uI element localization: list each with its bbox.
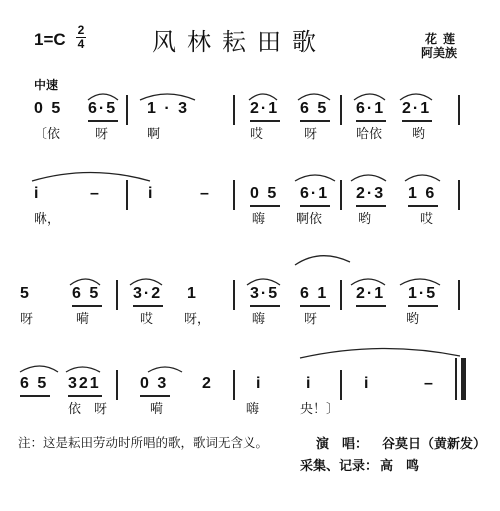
lyric: 呀	[20, 312, 34, 327]
performer-name: 谷莫日（黄新发）	[382, 437, 487, 452]
note-group: 2	[202, 375, 213, 392]
recorder-name: 高 鸣	[380, 459, 420, 474]
note-group: 1 6	[408, 185, 437, 202]
note-group: 6·5	[88, 100, 118, 117]
song-title: 风林耘田歌	[152, 28, 327, 56]
note-group: 2·1	[356, 285, 386, 302]
tempo-marking: 中速	[34, 78, 59, 92]
recorder-label: 采集、记录：	[300, 459, 379, 474]
footnote: 注：这是耘田劳动时所唱的歌，歌词无含义。	[18, 435, 269, 450]
bar-line	[340, 95, 342, 125]
region-label: 花莲	[425, 32, 462, 46]
bar-line	[116, 370, 118, 400]
lyric: 嗨	[252, 212, 266, 227]
lyric: 央！〕	[300, 402, 340, 417]
ethnicity-label: 阿美族	[421, 46, 458, 60]
beat-underline	[72, 305, 102, 307]
note-group: 0 5	[34, 100, 63, 117]
lyric: 哎	[140, 312, 154, 327]
lyric: 嗬	[150, 402, 164, 417]
note-group: –	[90, 185, 101, 202]
bar-line	[233, 95, 235, 125]
lyric: 哟	[406, 312, 420, 327]
beat-underline	[20, 395, 50, 397]
note-group: 3·2	[133, 285, 163, 302]
note-group: 6 5	[20, 375, 49, 392]
bar-line	[340, 280, 342, 310]
note-group: i	[364, 375, 371, 392]
beat-underline	[402, 120, 432, 122]
note-group: 321	[68, 375, 101, 392]
performer-label: 演 唱：	[316, 437, 369, 452]
note-group: i	[256, 375, 263, 392]
note-group: 1 · 3	[147, 100, 190, 117]
lyric: 啊依	[296, 212, 323, 227]
lyric: 嗨	[246, 402, 260, 417]
beat-underline	[408, 205, 438, 207]
lyric: 嗬	[76, 312, 90, 327]
lyric: 呀	[304, 127, 318, 142]
bar-line	[458, 180, 460, 210]
beat-underline	[140, 395, 170, 397]
note-group: 6 1	[300, 285, 329, 302]
note-group: 6·1	[300, 185, 330, 202]
time-signature-top: 2	[77, 23, 85, 37]
bar-line	[126, 95, 128, 125]
lyric: 呀	[304, 312, 318, 327]
note-group: 5	[20, 285, 31, 302]
beat-underline	[68, 395, 102, 397]
note-group: 3·5	[250, 285, 280, 302]
note-group: 1·5	[408, 285, 438, 302]
note-group: i	[148, 185, 155, 202]
note-group: 2·3	[356, 185, 386, 202]
lyric: 咻，	[34, 212, 61, 227]
lyric: 〔依	[34, 127, 61, 142]
bar-line	[126, 180, 128, 210]
lyric: 啊	[147, 127, 161, 142]
bar-line	[458, 95, 460, 125]
beat-underline	[356, 205, 386, 207]
note-group: 2·1	[402, 100, 432, 117]
beat-underline	[356, 120, 386, 122]
note-group: i	[306, 375, 313, 392]
note-group: –	[424, 375, 435, 392]
lyric: 依	[68, 402, 82, 417]
lyric: 哈依	[356, 127, 383, 142]
note-group: 0 5	[250, 185, 279, 202]
lyric: 呀	[94, 402, 108, 417]
note-group: 6 5	[72, 285, 101, 302]
bar-line	[340, 370, 342, 400]
note-group: 6·1	[356, 100, 386, 117]
beat-underline	[88, 120, 118, 122]
lyric: 哟	[358, 212, 372, 227]
lyric: 哎	[250, 127, 264, 142]
beat-underline	[300, 120, 330, 122]
note-group: i	[34, 185, 41, 202]
lyric: 呀，	[184, 312, 211, 327]
note-group: 1	[187, 285, 198, 302]
lyric: 哎	[420, 212, 434, 227]
bar-line	[233, 280, 235, 310]
bar-line	[233, 370, 235, 400]
note-group: –	[200, 185, 211, 202]
beat-underline	[300, 305, 330, 307]
final-bar-thin	[455, 358, 457, 400]
beat-underline	[250, 205, 280, 207]
beat-underline	[250, 120, 280, 122]
beat-underline	[133, 305, 163, 307]
beat-underline	[408, 305, 438, 307]
note-group: 2·1	[250, 100, 280, 117]
key-signature: 1=C	[34, 30, 66, 49]
bar-line	[458, 280, 460, 310]
note-group: 6 5	[300, 100, 329, 117]
note-group: 0 3	[140, 375, 169, 392]
beat-underline	[250, 305, 280, 307]
bar-line	[340, 180, 342, 210]
beat-underline	[300, 205, 330, 207]
bar-line	[116, 280, 118, 310]
lyric: 哟	[412, 127, 426, 142]
lyric: 嗨	[252, 312, 266, 327]
beat-underline	[356, 305, 386, 307]
bar-line	[233, 180, 235, 210]
time-signature-bottom: 4	[77, 37, 85, 51]
lyric: 呀	[95, 127, 109, 142]
final-bar-thick	[461, 358, 466, 400]
